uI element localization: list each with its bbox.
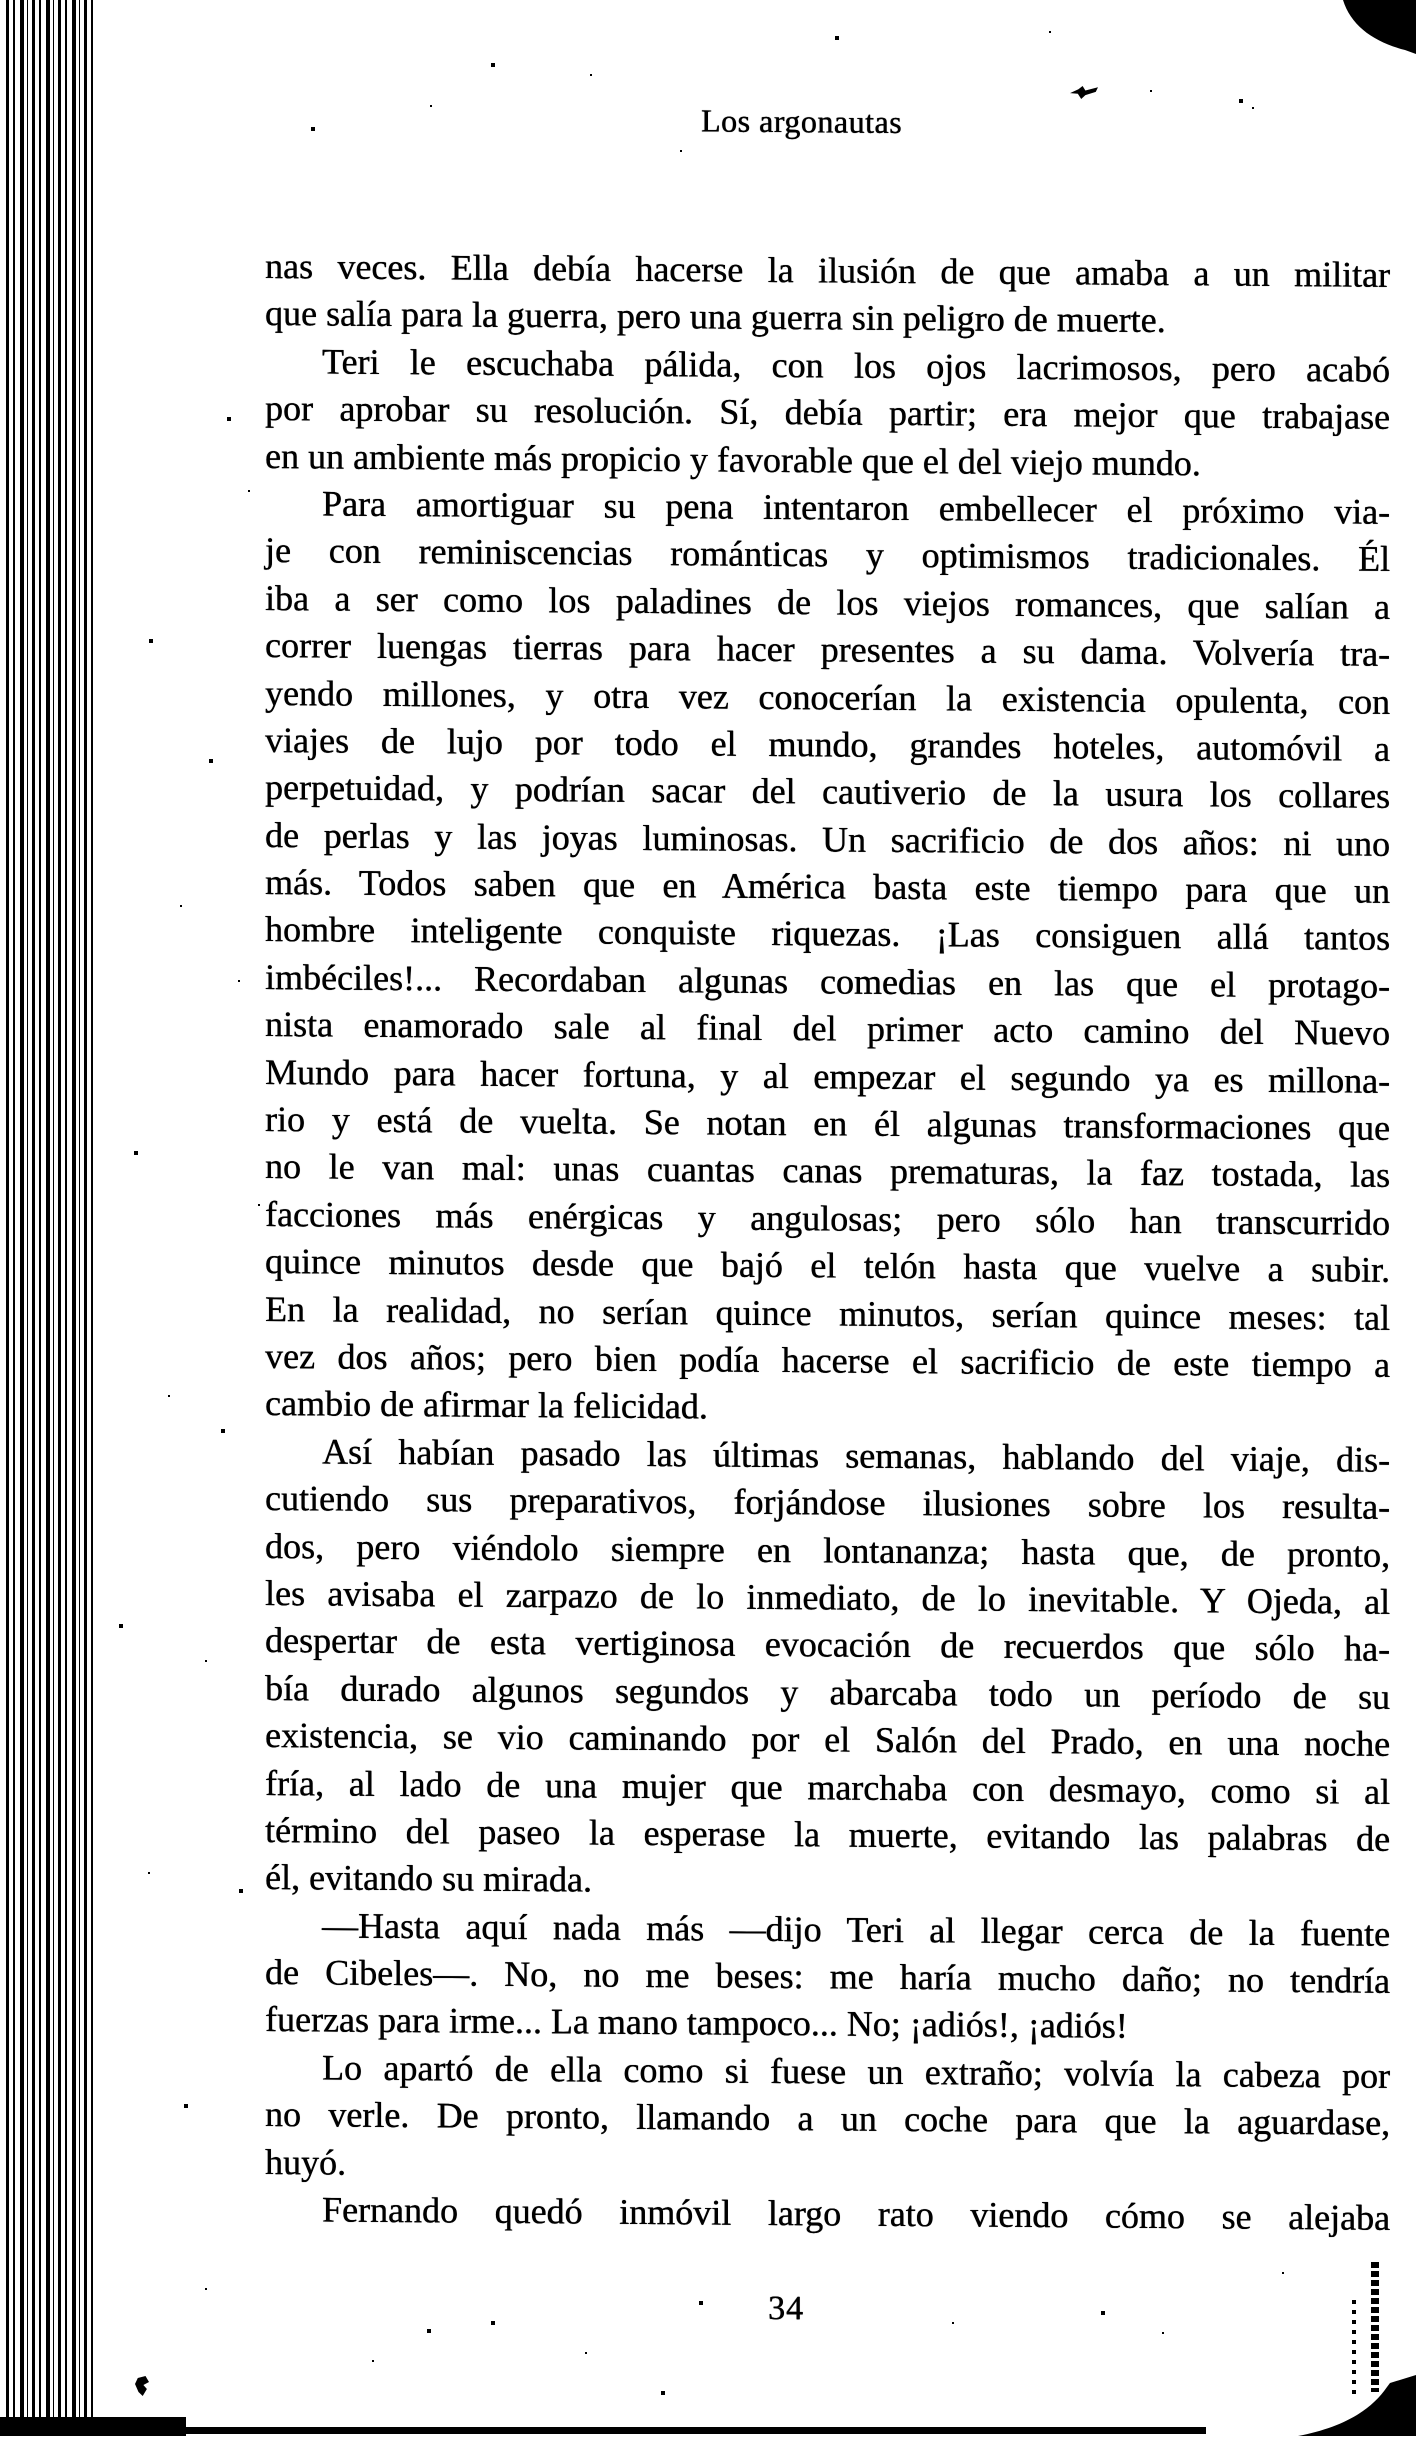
scan-corner-artifact-top-right [1342, 0, 1416, 54]
text-line: correr luengas tierras para hacer presentes a su dama. Volvería tra- [265, 625, 1390, 674]
text-line: cutiendo sus preparativos, forjándose ilusiones sobre los resulta- [265, 1478, 1390, 1527]
text-line: En la realidad, no serían quince minutos, serían quince meses: tal [265, 1288, 1390, 1338]
ink-mark-artifact [135, 2376, 149, 2396]
text-line: —Hasta aquí nada más —dijo Teri al llegar cerca de la fuente [322, 1905, 1390, 1954]
text-line: él, evitando su mirada. [265, 1857, 592, 1900]
text-line: facciones más enérgicas y angulosas; pero sólo han transcurrido [265, 1193, 1390, 1243]
text-line: fría, al lado de una mujer que marchaba con desmayo, como si al [265, 1762, 1390, 1812]
page-number: 34 [768, 2289, 804, 2328]
text-line: nista enamorado sale al final del primer acto camino del Nuevo [265, 1004, 1390, 1054]
text-line: perpetuidad, y podrían sacar del cautiverio de la usura los collares [265, 767, 1390, 817]
body-text [265, 243, 1390, 2242]
text-line: Teri le escuchaba pálida, con los ojos lacrimosos, pero acabó [322, 341, 1390, 390]
text-line: viajes de lujo por todo el mundo, grandes hoteles, automóvil a [265, 719, 1390, 769]
text-line: je con reminiscencias románticas y optimismos tradicionales. Él [265, 530, 1390, 580]
text-line: término del paseo la esperase la muerte, evitando las palabras de [265, 1809, 1390, 1859]
text-line: yendo millones, y otra vez conocerían la existencia opulenta, con [265, 672, 1390, 722]
scan-noise-dots [0, 0, 2, 2]
text-line: quince minutos desde que bajó el telón hasta que vuelve a subir. [265, 1241, 1390, 1291]
scan-streak-artifact [1371, 2262, 1379, 2392]
text-line: no le van mal: unas cuantas canas prematuras, la faz tostada, las [265, 1146, 1390, 1196]
scan-streak-artifact [1352, 2300, 1356, 2395]
text-line: en un ambiente más propicio y favorable que el del viejo mundo. [265, 435, 1201, 483]
text-line: iba a ser como los paladines de los viejos romances, que salían a [265, 577, 1390, 627]
text-line: cambio de afirmar la felicidad. [265, 1383, 708, 1427]
scan-bottom-edge-artifact [186, 2427, 1206, 2434]
book-binding-edge [6, 0, 94, 2436]
text-line: despertar de esta vertiginosa evocación de recuerdos que sólo ha- [265, 1620, 1390, 1670]
text-line: bía durado algunos segundos y abarcaba todo un período de su [265, 1667, 1390, 1717]
text-line: Lo apartó de ella como si fuese un extraño; volvía la cabeza por [322, 2047, 1390, 2096]
text-line: Fernando quedó inmóvil largo rato viendo cómo se alejaba [322, 2189, 1390, 2238]
text-line: rio y está de vuelta. Se notan en él algunas transformaciones que [265, 1099, 1390, 1148]
text-line: de Cibeles—. No, no me beses: me haría mucho daño; no tendría [265, 1952, 1390, 2001]
text-line: por aprobar su resolución. Sí, debía partir; era mejor que trabajase [265, 388, 1390, 438]
text-line: dos, pero viéndolo siempre en lontananza; hasta que, de pronto, [265, 1525, 1390, 1575]
text-line: fuerzas para irme... La mano tampoco... No; ¡adiós!, ¡adiós! [265, 1999, 1128, 2047]
text-line: Mundo para hacer fortuna, y al empezar el segundo ya es millona- [265, 1051, 1390, 1101]
running-header: Los argonautas [701, 102, 903, 141]
text-line: más. Todos saben que en América basta este tiempo para que un [265, 862, 1390, 911]
scan-corner-artifact-bottom-right [1298, 2370, 1416, 2436]
text-line: no verle. De pronto, llamando a un coche para que la aguardase, [265, 2094, 1390, 2144]
text-line: vez dos años; pero bien podía hacerse el sacrificio de este tiempo a [265, 1335, 1390, 1385]
text-line: que salía para la guerra, pero una guerra sin peligro de muerte. [265, 293, 1166, 341]
text-line: Para amortiguar su pena intentaron embellecer el próximo via- [322, 483, 1390, 532]
page-content [265, 0, 1390, 2445]
text-line: nas veces. Ella debía hacerse la ilusión de que amaba a un militar [265, 246, 1390, 295]
text-line: hombre inteligente conquiste riquezas. ¡Las consiguen allá tantos [265, 909, 1390, 959]
text-line: huyó. [265, 2141, 346, 2183]
text-line: de perlas y las joyas luminosas. Un sacrificio de dos años: ni uno [265, 814, 1390, 864]
text-line: existencia, se vio caminando por el Salón del Prado, en una noche [265, 1715, 1390, 1764]
scan-bottom-edge-artifact [0, 2417, 186, 2436]
text-line: les avisaba el zarpazo de lo inmediato, de lo inevitable. Y Ojeda, al [265, 1572, 1390, 1622]
text-line: Así habían pasado las últimas semanas, hablando del viaje, dis- [322, 1431, 1390, 1480]
text-line: imbéciles!... Recordaban algunas comedias en las que el protago- [265, 956, 1390, 1006]
